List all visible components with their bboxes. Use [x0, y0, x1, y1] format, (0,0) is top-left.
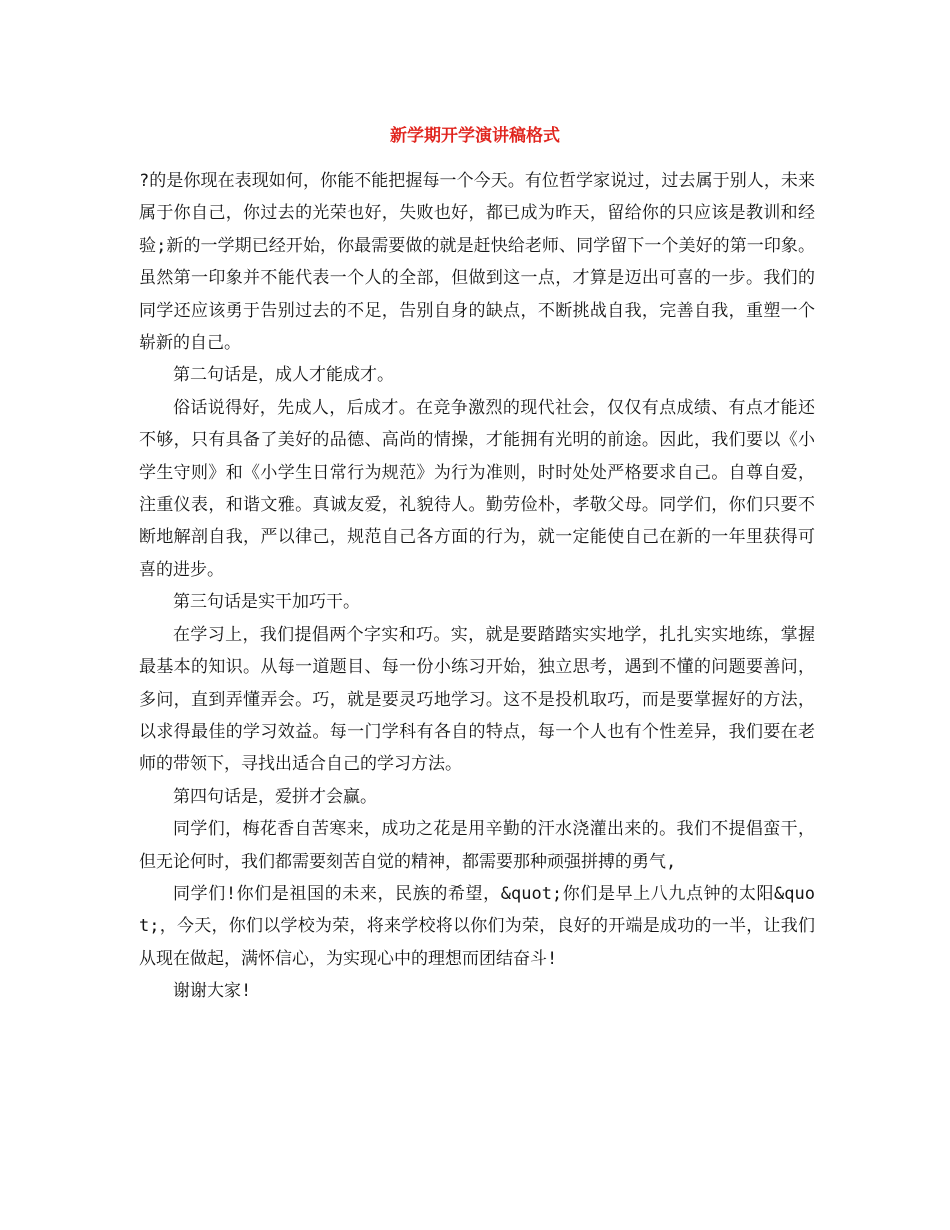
- paragraph-6: 第四句话是，爱拼才会赢。: [173, 786, 377, 807]
- paragraph-1: ?的是你现在表现如何，你能不能把握每一个今天。有位哲学家说过，过去属于别人，未来属于你自己，你过去的光荣也好，失败也好，都已成为昨天，留给你的只应该是教训和经验;新的一学期已经开始，你最需要做的就是赶快给老师、同学留下一个美好的第一印象。虽然第一印象并不能代表一个人的全部，但做到这一点，才算是迈出可喜的一步。我们的同学还应该勇于告别过去的不足，告别自身的缺点，不断挑战自我，完善自我，重塑一个崭新的自己。: [139, 171, 815, 354]
- paragraph-7: 同学们，梅花香自苦寒来，成功之花是用辛勤的汗水浇灌出来的。我们不提倡蛮干，但无论何时，我们都需要刻苦自觉的精神，都需要那种顽强拼搏的勇气,: [139, 819, 815, 872]
- paragraph-9: 谢谢大家!: [173, 981, 252, 1002]
- paragraph-5: 在学习上，我们提倡两个字实和巧。实，就是要踏踏实实地学，扎扎实实地练，掌握最基本的知识。从每一道题目、每一份小练习开始，独立思考，遇到不懂的问题要善问，多问，直到弄懂弄会。巧，就是要灵巧地学习。这不是投机取巧，而是要掌握好的方法，以求得最佳的学习效益。每一门学科有各自的特点，每一个人也有个性差异，我们要在老师的带领下，寻找出适合自己的学习方法。: [139, 624, 815, 775]
- document-body: [139, 165, 815, 1008]
- paragraph-2: 第二句话是，成人才能成才。: [173, 365, 394, 386]
- paragraph-3: 俗话说得好，先成人，后成才。在竞争激烈的现代社会，仅仅有点成绩、有点才能还不够，只有具备了美好的品德、高尚的情操，才能拥有光明的前途。因此，我们要以《小学生守则》和《小学生日常行为规范》为行为准则，时时处处严格要求自己。自尊自爱，注重仪表，和谐文雅。真诚友爱，礼貌待人。勤劳俭朴，孝敬父母。同学们，你们只要不断地解剖自我，严以律己，规范自己各方面的行为，就一定能使自己在新的一年里获得可喜的进步。: [139, 397, 815, 580]
- paragraph-8: 同学们!你们是祖国的未来，民族的希望，&quot;你们是早上八九点钟的太阳&quot;，今天，你们以学校为荣，将来学校将以你们为荣，良好的开端是成功的一半，让我们从现在做起，满怀信心，为实现心中的理想而团结奋斗!: [139, 883, 815, 969]
- paragraph-4: 第三句话是实干加巧干。: [173, 592, 360, 613]
- document-title: 新学期开学演讲稿格式: [390, 126, 560, 146]
